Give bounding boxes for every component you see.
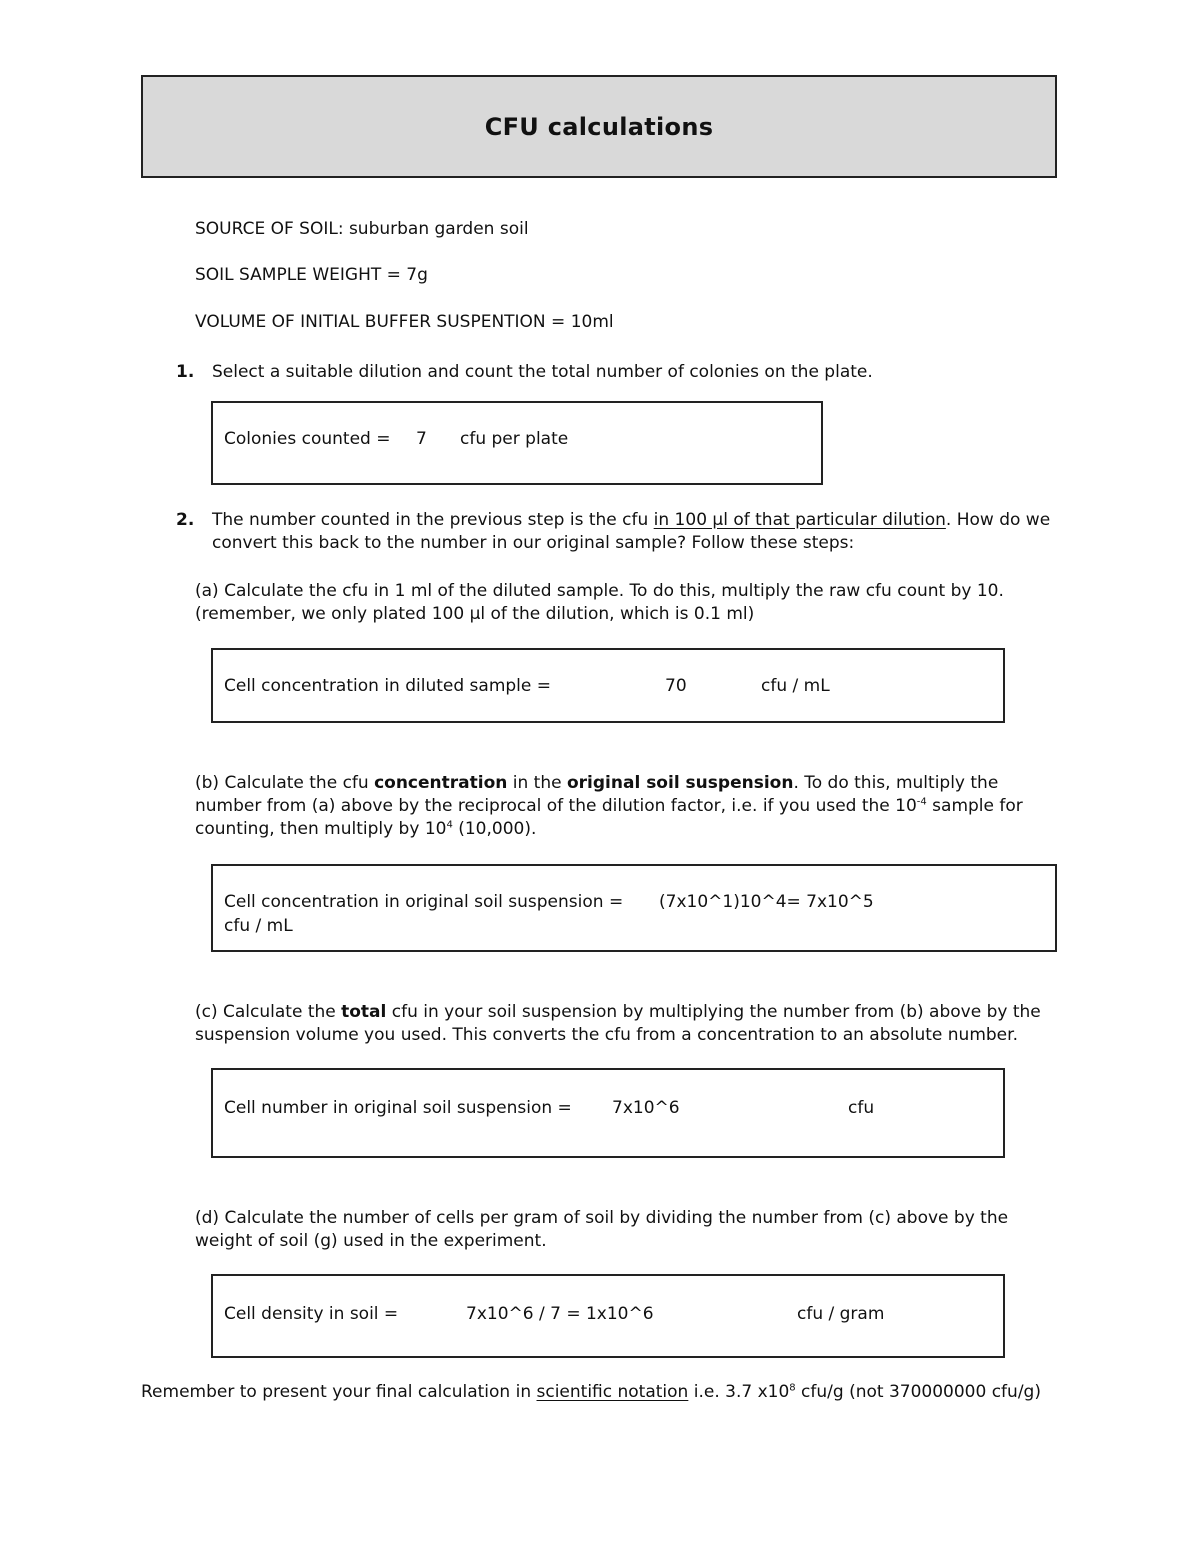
step-1-text: Select a suitable dilution and count the total number of colonies on the plate. xyxy=(212,362,873,382)
page-title: CFU calculations xyxy=(484,112,714,141)
diluted-concentration-box xyxy=(211,648,1005,723)
buffer-volume: VOLUME OF INITIAL BUFFER SUSPENTION = 10ml xyxy=(195,312,614,332)
colonies-counted-value: 7 xyxy=(416,429,427,449)
original-concentration-value: (7x10^1)10^4= 7x10^5 xyxy=(659,892,874,912)
step-2-underlined: in 100 µl of that particular dilution xyxy=(653,510,946,530)
step-d-text: (d) Calculate the number of cells per gram of soil by dividing the number from (c) above by the weight of soil (g) used in the experiment. xyxy=(195,1208,1009,1251)
footer-reminder: Remember to present your final calculation in scientific notation i.e. 3.7 $x10^8$ cfu/g (not 370000000 cfu/g) xyxy=(141,1382,1041,1402)
original-concentration-box xyxy=(211,864,1057,952)
diluted-concentration-label: Cell concentration in diluted sample = xyxy=(224,676,552,696)
footer-underlined: scientific notation xyxy=(536,1382,689,1402)
original-concentration-unit: cfu / mL xyxy=(224,916,293,936)
soil-sample-weight: SOIL SAMPLE WEIGHT = 7g xyxy=(195,265,428,285)
cell-number-unit: cfu xyxy=(848,1098,875,1118)
cell-number-box xyxy=(211,1068,1005,1158)
step-c-text: (c) Calculate the total cfu in your soil suspension by multiplying the number from (b) above by the suspension volume you used. This converts the cfu from a concentration to an absolute number. xyxy=(195,1002,1041,1045)
source-of-soil: SOURCE OF SOIL: suburban garden soil xyxy=(195,219,529,239)
colonies-counted-unit: cfu per plate xyxy=(460,429,569,449)
cell-density-unit: cfu / gram xyxy=(797,1304,885,1324)
step-a-text: (a) Calculate the cfu in 1 ml of the diluted sample. To do this, multiply the raw cfu count by 10. (remember, we only plated 100 µl of the dilution, which is 0.1 ml) xyxy=(195,581,1004,624)
cell-density-box xyxy=(211,1274,1005,1358)
step-2-text: The number counted in the previous step is the cfu in 100 µl of that particular dilution. How do we convert this back to the number in our original sample? Follow these steps: xyxy=(212,510,1051,553)
title-banner xyxy=(141,75,1057,178)
step-2-number: 2. xyxy=(176,510,195,530)
colonies-counted-label: Colonies counted = xyxy=(224,429,391,449)
diluted-concentration-value: 70 xyxy=(665,676,687,696)
diluted-concentration-unit: cfu / mL xyxy=(761,676,830,696)
step-b-text: (b) Calculate the cfu concentration in the original soil suspension. To do this, multiply the number from (a) above by the reciprocal of the dilution factor, i.e. if you used the $10^{-4}$ sample for counting, then multiply by $10^4$ (10,000). xyxy=(195,773,1023,839)
step-1-number: 1. xyxy=(176,362,195,382)
colonies-counted-box xyxy=(211,401,823,485)
original-concentration-label: Cell concentration in original soil suspension = xyxy=(224,892,624,912)
cell-number-value: 7x10^6 xyxy=(612,1098,680,1118)
cell-density-label: Cell density in soil = xyxy=(224,1304,399,1324)
cell-number-label: Cell number in original soil suspension = xyxy=(224,1098,572,1118)
cell-density-value: 7x10^6 / 7 = 1x10^6 xyxy=(466,1304,654,1324)
